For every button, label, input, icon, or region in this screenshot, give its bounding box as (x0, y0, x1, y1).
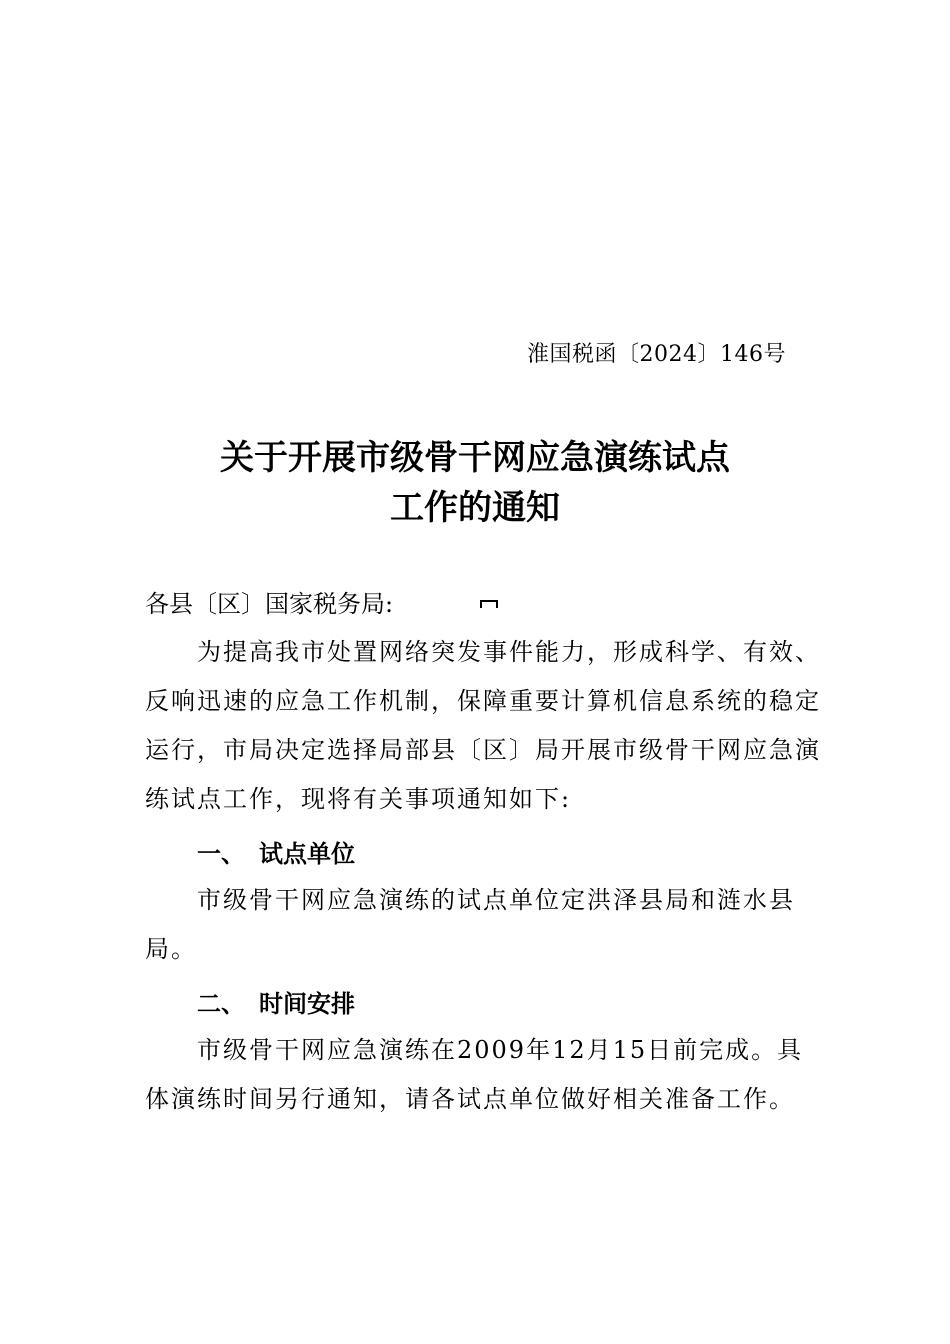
section-number-1: 一、 (197, 840, 245, 868)
title-line-2: 工作的通知 (390, 488, 560, 528)
section-title-1: 试点单位 (259, 840, 355, 868)
section-title-2: 时间安排 (259, 990, 355, 1018)
section-body-2: 市级骨干网应急演练在2009年12月15日前完成。具体演练时间另行通知，请各试点单位做好相关准备工作。 (145, 1036, 804, 1113)
section-heading-2 (197, 984, 355, 1019)
intro-paragraph: 为提高我市处置网络突发事件能力，形成科学、有效、反响迅速的应急工作机制，保障重要计算机信息系统的稳定运行，市局决定选择局部县〔区〕局开展市级骨干网应急演练试点工作，现将有关事项通知如下: (145, 638, 821, 813)
stray-mark (480, 600, 498, 608)
section-number-2: 二、 (197, 990, 245, 1018)
section-heading-1 (197, 834, 355, 869)
title-line-1: 关于开展市级骨干网应急演练试点 (220, 438, 730, 478)
section-body-1: 市级骨干网应急演练的试点单位定洪泽县局和涟水县局。 (145, 886, 795, 963)
document-number: 淮国税函〔2024〕146号 (527, 342, 786, 367)
salutation: 各县〔区〕国家税务局: (145, 590, 394, 618)
